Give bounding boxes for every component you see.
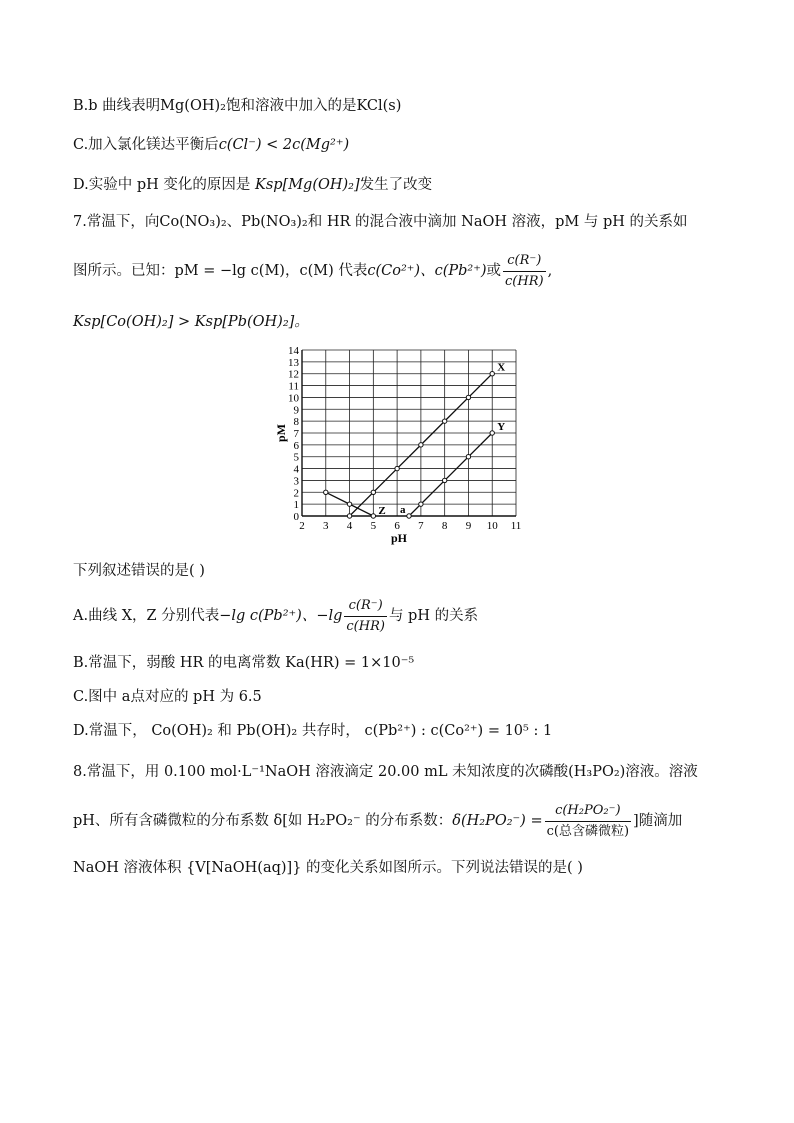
q8-line3 (73, 858, 583, 878)
annotation-label: a (400, 504, 406, 516)
x-tick-label: 5 (370, 520, 377, 532)
q7-ksp-relation: Ksp[Co(OH)₂] > Ksp[Pb(OH)₂]。 (73, 314, 309, 330)
series-label-y: Y (497, 421, 506, 433)
q6-option-d-prefix: D.实验中 pH 变化的原因是 (73, 177, 251, 193)
q7-fraction (503, 251, 546, 292)
q7-stem-line3 (73, 312, 309, 332)
q7-frac-num: c(R⁻) (507, 252, 542, 268)
q7-option-d (73, 721, 552, 741)
data-point-y (466, 455, 470, 459)
q8-fraction (545, 801, 631, 842)
q6-option-d-suffix: 发生了改变 (359, 177, 433, 193)
x-tick-label: 9 (465, 520, 472, 532)
q7-frac-den: c(HR) (503, 271, 546, 292)
q8-frac-num: c(H₂PO₂⁻) (555, 802, 621, 818)
data-point-y (419, 502, 423, 506)
q6-option-b-text: B.b 曲线表明Mg(OH)₂饱和溶液中加入的是KCl(s) (73, 98, 402, 114)
x-tick-label: 6 (394, 520, 400, 532)
q8-line2 (73, 799, 682, 843)
data-point-x (347, 514, 351, 518)
series-label-z: Z (378, 505, 386, 517)
x-tick-label: 10 (486, 520, 498, 532)
q7-question-text: 下列叙述错误的是( ) (73, 563, 205, 579)
y-tick-label: 8 (293, 416, 299, 429)
data-point-z (324, 490, 328, 494)
x-tick-label: 7 (418, 520, 424, 532)
q7-option-a-prefix: A.曲线 X，Z 分别代表 (73, 608, 220, 624)
q7-option-a (73, 595, 478, 637)
q7-stem-2c: 或 (486, 263, 502, 279)
y-tick-label: 10 (288, 392, 299, 405)
data-point-x (466, 395, 470, 399)
q8-line2-prefix: pH、所有含磷微粒的分布系数 δ[如 H₂PO₂⁻ 的分布系数： (73, 813, 453, 829)
y-tick-label: 5 (293, 451, 299, 464)
q7-option-b (73, 653, 414, 673)
q7-option-a-fraction (344, 596, 387, 637)
q7-stem-line2: 图所示。已知：pM = −lg c(M)，c(M) 代表 c(Co²⁺)、c(Pb²⁺) 或 $\frac{c(R^-)}{c(HR)}$ , (73, 250, 552, 292)
q8-line1 (73, 762, 698, 782)
data-point-y (442, 478, 446, 482)
q8-line2-suffix: ]随滴加 (633, 813, 683, 829)
q7-option-d-text: D.常温下， Co(OH)₂ 和 Pb(OH)₂ 共存时， c(Pb²⁺) : c(Co²⁺) = 10⁵ : 1 (73, 723, 553, 739)
x-tick-label: 2 (299, 520, 305, 532)
q7-option-b-text: B.常温下，弱酸 HR 的电离常数 Ka(HR) = 1×10⁻⁵ (73, 655, 415, 671)
q8-line3-text: NaOH 溶液体积 {V[NaOH(aq)]} 的变化关系如图所示。下列说法错误的是( ) (73, 860, 583, 876)
x-tick-label: 4 (346, 520, 353, 532)
y-tick-label: 12 (288, 368, 299, 381)
y-tick-label: 14 (288, 345, 299, 357)
y-tick-label: 1 (293, 499, 299, 512)
q7-stem-1b: Co(NO₃)₂、Pb(NO₃)₂ (159, 214, 308, 230)
data-point-z (347, 502, 351, 506)
y-tick-label: 9 (293, 404, 299, 417)
series-label-x: X (497, 361, 506, 374)
q7-option-a-math: −lg c(Pb²⁺)、−lg (219, 608, 343, 624)
y-tick-label: 2 (293, 487, 299, 500)
q6-option-c-prefix: C.加入氯化镁达平衡后 (73, 137, 219, 153)
q7-option-a-suffix: 与 pH 的关系 (388, 608, 479, 624)
q7-stem-1c: 和 HR 的混合液中滴加 NaOH 溶液，pM 与 pH 的关系如 (307, 214, 688, 230)
q7-option-c (73, 687, 262, 707)
data-point-y (490, 431, 494, 435)
q8-line1-text: 8.常温下，用 0.100 mol·L⁻¹NaOH 溶液滴定 20.00 mL 未知浓度的次磷酸(H₃PO₂)溶液。溶液 (73, 764, 698, 780)
q6-option-c (73, 135, 349, 155)
data-point-x (490, 372, 494, 376)
q7-option-a-frac-den: c(HR) (344, 616, 387, 637)
y-tick-label: 11 (288, 380, 299, 393)
q7-option-a-frac-num: c(R⁻) (348, 597, 383, 613)
q6-option-c-math: c(Cl⁻) < 2c(Mg²⁺) (218, 137, 350, 153)
q7-stem-2a: 图所示。已知：pM = −lg c(M)，c(M) 代表 (73, 263, 368, 279)
q7-option-c-text: C.图中 a点对应的 pH 为 6.5 (73, 689, 262, 705)
q7-stem-line1 (73, 212, 688, 232)
y-tick-label: 4 (293, 463, 299, 476)
q7-stem-1a: 7.常温下，向 (73, 214, 160, 230)
x-axis-label: pH (390, 531, 408, 545)
q8-frac-den: c(总含磷微粒) (545, 821, 631, 842)
y-tick-label: 6 (293, 439, 299, 452)
y-tick-label: 0 (293, 511, 299, 523)
y-tick-label: 7 (293, 428, 299, 440)
q8-line2-math: δ(H₂PO₂⁻) = (452, 813, 543, 829)
data-point-y (407, 514, 411, 518)
data-point-x (419, 443, 423, 447)
x-tick-label: 8 (441, 520, 448, 532)
y-tick-label: 13 (288, 356, 299, 369)
data-point-x (442, 419, 446, 423)
q6-option-b (73, 96, 401, 116)
q6-option-d-math: Ksp[Mg(OH)₂] (254, 177, 360, 193)
y-tick-label: 3 (293, 475, 299, 488)
x-tick-label: 11 (510, 520, 522, 532)
x-tick-label: 3 (323, 520, 329, 532)
q6-option-d (73, 175, 432, 195)
data-point-z (371, 514, 375, 518)
data-point-x (395, 466, 399, 470)
pm-ph-chart (274, 340, 530, 550)
data-point-x (371, 490, 375, 494)
q7-stem-2b: c(Co²⁺)、c(Pb²⁺) (367, 263, 487, 279)
y-axis-label: pM (274, 424, 288, 442)
q7-question (73, 561, 205, 581)
